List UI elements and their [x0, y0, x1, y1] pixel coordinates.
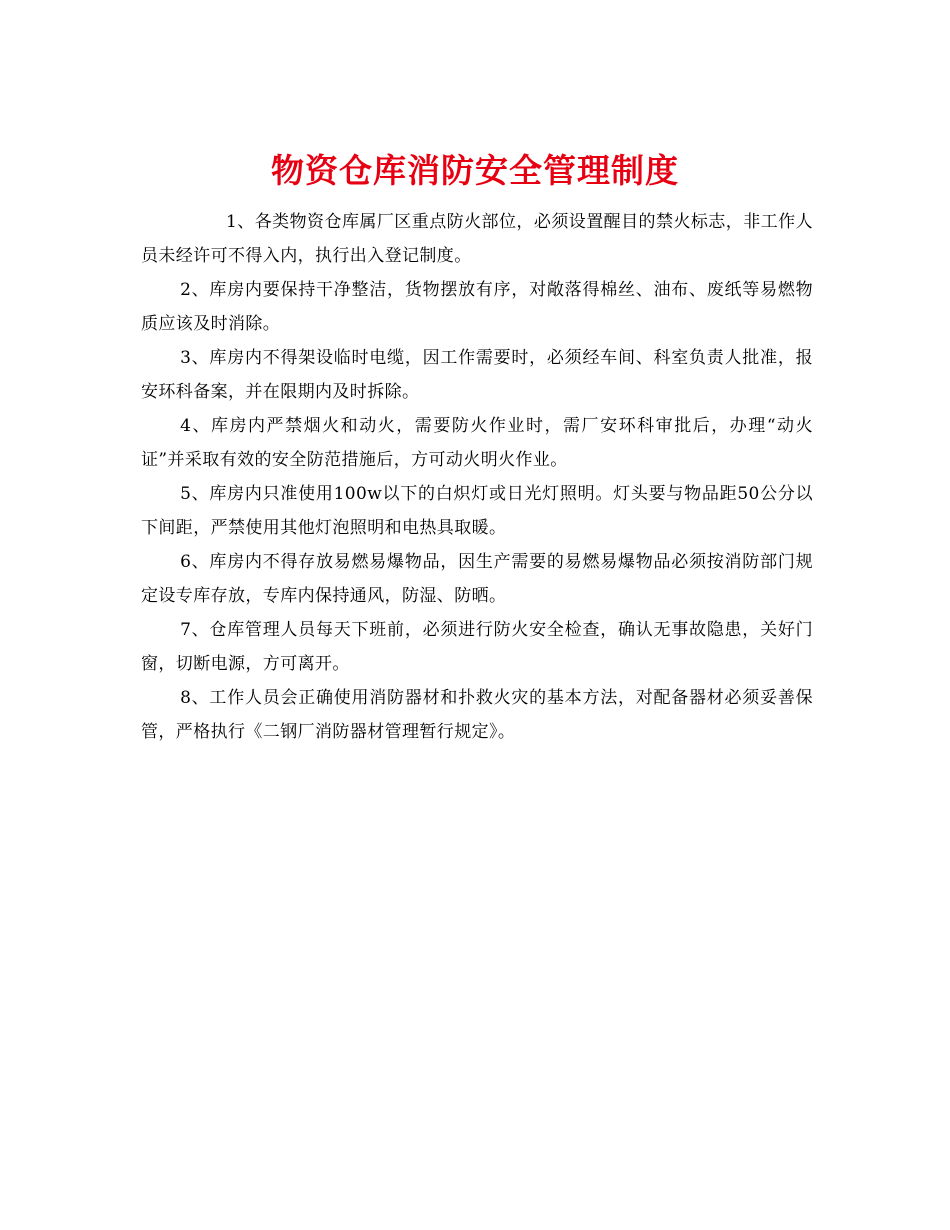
- clause-7: 7、仓库管理人员每天下班前，必须进行防火安全检查，确认无事故隐患，关好门窗，切断电源，方可离开。: [141, 620, 813, 674]
- clause-1: 1、各类物资仓库属厂区重点防火部位，必须设置醒目的禁火标志，非工作人员未经许可不得入内，执行出入登记制度。: [141, 212, 813, 266]
- clause-5: 5、库房内只准使用100w以下的白炽灯或日光灯照明。灯头要与物品距50公分以下间距，严禁使用其他灯泡照明和电热具取暖。: [141, 484, 813, 538]
- document-title: 物资仓库消防安全管理制度: [271, 151, 679, 191]
- clause-6: 6、库房内不得存放易燃易爆物品，因生产需要的易燃易爆物品必须按消防部门规定设专库存放，专库内保持通风，防湿、防晒。: [141, 552, 813, 606]
- clause-8: 8、工作人员会正确使用消防器材和扑救火灾的基本方法，对配备器材必须妥善保管，严格执行《二钢厂消防器材管理暂行规定》。: [141, 688, 813, 742]
- clause-list: [141, 205, 813, 749]
- clause-2: 2、库房内要保持干净整洁，货物摆放有序，对敞落得棉丝、油布、废纸等易燃物质应该及时消除。: [141, 280, 813, 334]
- clause-3: 3、库房内不得架设临时电缆，因工作需要时，必须经车间、科室负责人批准，报安环科备案，并在限期内及时拆除。: [141, 348, 813, 402]
- clause-4: 4、库房内严禁烟火和动火，需要防火作业时，需厂安环科审批后，办理“动火证”并采取有效的安全防范措施后，方可动火明火作业。: [141, 416, 813, 470]
